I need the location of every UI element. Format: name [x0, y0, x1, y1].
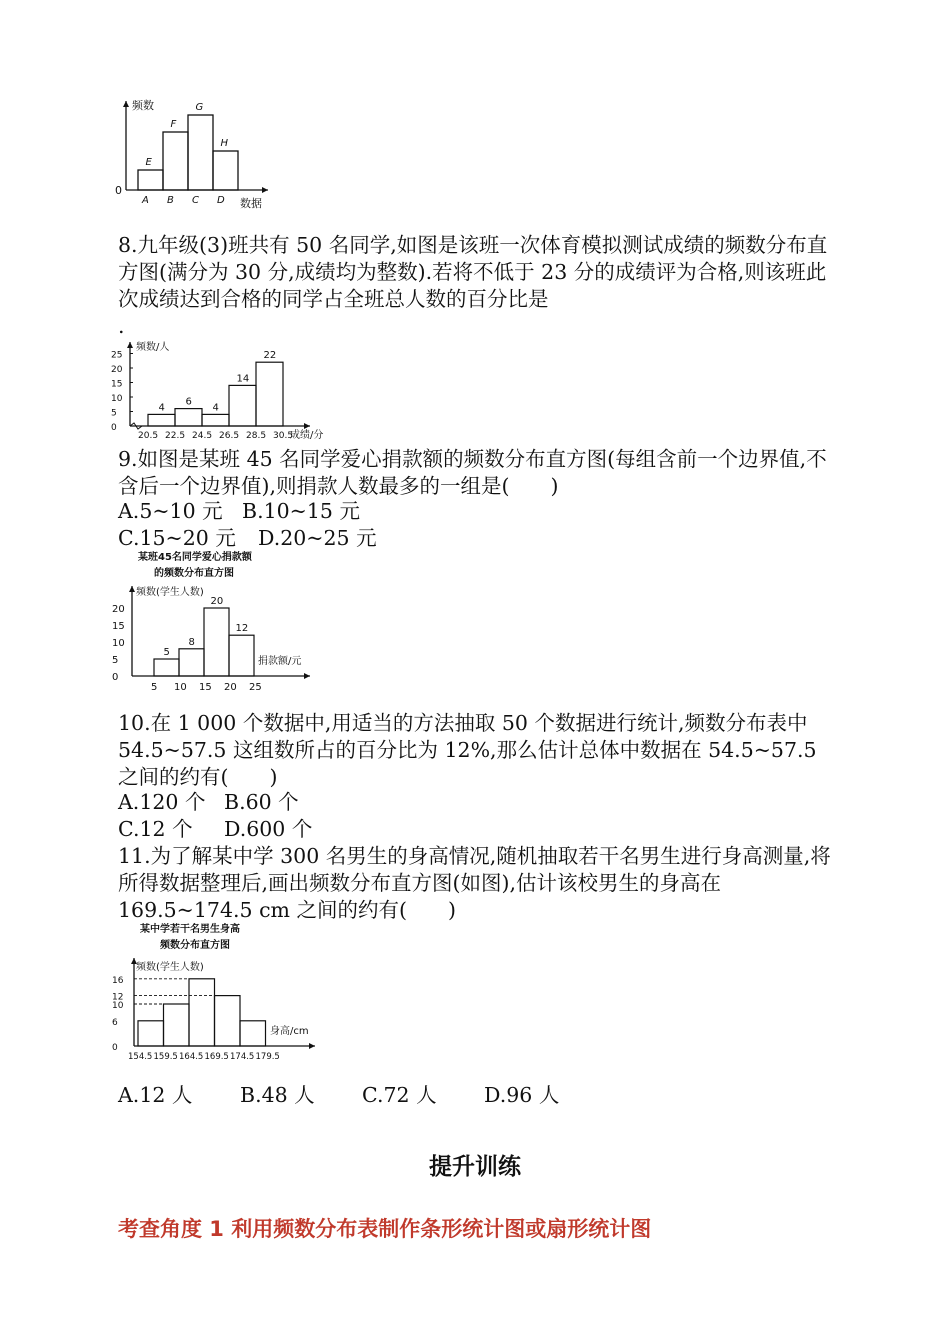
- x-tick-label: 30.5: [273, 431, 294, 441]
- histogram-bar: [188, 115, 213, 190]
- x-axis-arrow: [309, 1043, 315, 1049]
- x-tick-label: 15: [199, 682, 212, 693]
- chart-subtitle: 的频数分布直方图: [154, 568, 234, 579]
- bar-label: F: [170, 119, 177, 130]
- question-11-option-a: A.12 人: [118, 1083, 193, 1107]
- y-tick-label: 25: [111, 350, 123, 361]
- question-10-option-d: D.600 个: [224, 817, 313, 841]
- y-tick-label: 20: [111, 365, 123, 375]
- question-10-option-b: B.60 个: [224, 790, 299, 814]
- y-tick-label: 0: [112, 672, 119, 683]
- bar-value-label: 6: [185, 396, 192, 408]
- question-9-option-c: C.15~20 元: [118, 526, 236, 550]
- x-tick-label: 179.5: [255, 1052, 280, 1062]
- histogram-bar: [229, 385, 256, 426]
- question-11-option-d: D.96 人: [484, 1083, 560, 1107]
- y-tick-label: 16: [112, 975, 124, 986]
- x-tick-label: 25: [249, 682, 262, 693]
- histogram-bar: [256, 362, 283, 426]
- histogram-bar: [148, 414, 175, 426]
- x-tick-label: A: [142, 195, 149, 206]
- histogram-bar: [229, 635, 254, 676]
- bar-value-label: 12: [235, 623, 249, 635]
- question-8-text: [118, 232, 838, 340]
- x-tick-label: 164.5: [179, 1052, 204, 1062]
- histogram-chart-3: [110, 548, 330, 694]
- section-subtitle: 考查角度 1 利用频数分布表制作条形统计图或扇形统计图: [118, 1217, 652, 1241]
- bar-label: G: [195, 102, 204, 113]
- x-tick-label: 20: [224, 682, 237, 693]
- histogram-bar: [189, 979, 215, 1046]
- y-tick-label: 10: [111, 394, 123, 404]
- x-axis-label: 数据: [240, 197, 262, 210]
- histogram-chart-1: [110, 95, 280, 215]
- histogram-bar: [164, 1004, 190, 1046]
- chart-subtitle: 频数分布直方图: [160, 940, 230, 951]
- x-axis-label: 成绩/分: [290, 430, 324, 441]
- y-tick-label: 0: [111, 423, 117, 433]
- histogram-bar: [215, 996, 241, 1046]
- x-tick-label: 154.5: [128, 1052, 153, 1062]
- histogram-bar: [202, 414, 229, 426]
- question-10-option-c: C.12 个: [118, 817, 193, 841]
- y-tick-label: 15: [111, 379, 123, 390]
- x-tick-label: B: [167, 195, 174, 206]
- question-9-option-a: A.5~10 元: [118, 499, 223, 523]
- x-tick-label: 22.5: [165, 431, 186, 441]
- x-tick-label: 20.5: [138, 431, 159, 441]
- bar-value-label: 14: [236, 373, 250, 385]
- bar-value-label: 5: [163, 647, 170, 658]
- histogram-bar: [179, 649, 204, 676]
- section-title: 提升训练: [429, 1154, 521, 1180]
- x-axis-label: 捐款额/元: [258, 656, 302, 667]
- histogram-bar: [204, 608, 229, 676]
- y-axis-label: 频数/人: [136, 342, 170, 353]
- histogram-bar: [175, 409, 202, 426]
- x-tick-label: 24.5: [192, 431, 213, 441]
- x-axis-label: 身高/cm: [270, 1026, 309, 1037]
- bar-label: H: [220, 138, 229, 149]
- x-axis-arrow: [304, 673, 310, 679]
- histogram-chart-4: [110, 920, 330, 1066]
- histogram-bar: [138, 170, 163, 190]
- y-axis-label: 频数: [132, 99, 154, 112]
- y-axis-label: 频数(学生人数): [136, 962, 204, 973]
- histogram-bar: [154, 659, 179, 676]
- y-tick-label: 0: [112, 1043, 118, 1053]
- bar-value-label: 4: [212, 402, 219, 414]
- question-10-text: 10.在 1 000 个数据中,用适当的方法抽取 50 个数据进行统计,频数分布表中 54.5~57.5 这组数所占的百分比为 12%,那么估计总体中数据在 54.5~57.5 之间的约有( ): [118, 711, 817, 789]
- histogram-bar: [240, 1021, 266, 1046]
- x-tick-label: 26.5: [219, 431, 240, 441]
- question-9-text: 9.如图是某班 45 名同学爱心捐款额的频数分布直方图(每组含前一个边界值,不含后一个边界值),则捐款人数最多的一组是( ): [118, 447, 827, 498]
- histogram-bar: [138, 1021, 164, 1046]
- y-axis-arrow: [127, 342, 133, 348]
- x-tick-label: 10: [174, 682, 187, 693]
- y-tick-label: 5: [112, 655, 119, 666]
- histogram-bar: [213, 151, 238, 190]
- question-8-tail: .: [118, 314, 125, 338]
- x-tick-label: D: [217, 195, 225, 206]
- question-9-option-d: D.20~25 元: [258, 526, 377, 550]
- question-11-option-b: B.48 人: [240, 1083, 315, 1107]
- bar-value-label: 4: [158, 402, 165, 414]
- y-axis-arrow: [123, 101, 129, 107]
- y-tick-label: 5: [111, 408, 117, 419]
- bar-value-label: 20: [210, 596, 224, 607]
- histogram-bar: [163, 132, 188, 190]
- x-tick-label: C: [192, 195, 199, 206]
- bar-label: E: [145, 157, 152, 168]
- y-tick-label: 20: [112, 604, 125, 615]
- histogram-chart-2: [110, 338, 350, 446]
- x-axis-arrow: [262, 187, 268, 193]
- x-tick-label: 5: [151, 682, 158, 693]
- bar-value-label: 22: [263, 350, 277, 362]
- chart-title: 某中学若干名男生身高: [140, 924, 240, 935]
- y-axis-arrow: [129, 586, 135, 592]
- x-tick-label: 174.5: [230, 1052, 255, 1062]
- x-axis-arrow: [304, 423, 310, 429]
- y-tick-label: 6: [112, 1017, 118, 1028]
- x-tick-label: 159.5: [153, 1052, 178, 1062]
- origin-label: 0: [115, 184, 122, 197]
- question-10-option-a: A.120 个: [118, 790, 206, 814]
- question-9-option-b: B.10~15 元: [242, 499, 360, 523]
- y-tick-label: 10: [112, 638, 125, 649]
- chart-title: 某班45名同学爱心捐款额: [138, 552, 252, 563]
- bar-value-label: 8: [188, 636, 195, 648]
- x-tick-label: 28.5: [246, 431, 267, 441]
- y-tick-label: 15: [112, 621, 125, 632]
- question-8-body: 8.九年级(3)班共有 50 名同学,如图是该班一次体育模拟测试成绩的频数分布直方图(满分为 30 分,成绩均为整数).若将不低于 23 分的成绩评为合格,则该班此次成绩达到合格的同学占全班总人数的百分比是: [118, 233, 828, 311]
- y-tick-label: 10: [112, 1001, 124, 1011]
- y-axis-label: 频数(学生人数): [136, 587, 204, 598]
- y-tick-label: 12: [112, 992, 124, 1003]
- x-tick-label: 169.5: [204, 1052, 229, 1062]
- question-11-option-c: C.72 人: [362, 1083, 437, 1107]
- question-11-text: 11.为了解某中学 300 名男生的身高情况,随机抽取若干名男生进行身高测量,将所得数据整理后,画出频数分布直方图(如图),估计该校男生的身高在 169.5~174.5 cm 之间的约有( ): [118, 844, 831, 922]
